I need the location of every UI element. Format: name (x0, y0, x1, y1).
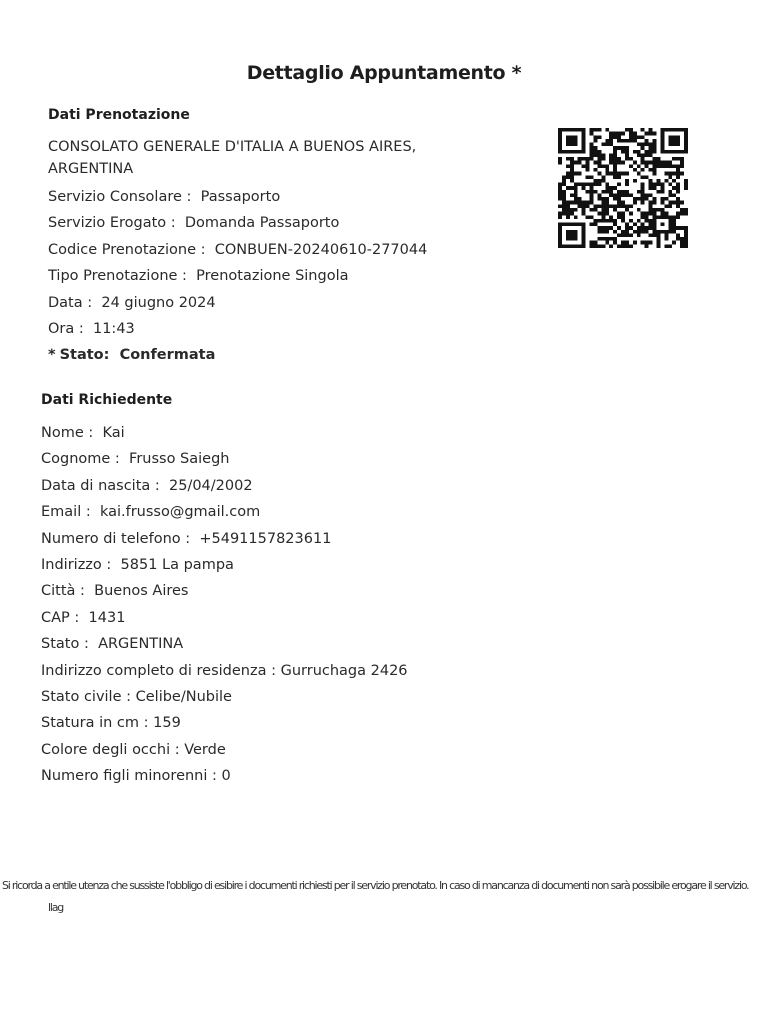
booking-details (48, 136, 468, 369)
booking-row-date (48, 290, 468, 316)
field-label: Stato civile : (41, 689, 136, 705)
footer-notice-line: llag (48, 901, 64, 914)
field-value: Kai (102, 425, 125, 441)
field-label: Tipo Prenotazione : (48, 268, 196, 284)
field-label: CAP : (41, 610, 89, 626)
field-value: 5851 La pampa (120, 557, 234, 574)
booking-row-service (48, 184, 468, 210)
footer-notice-line: Si ricorda a entile utenza che sussiste l'obbligo di esibire i documenti richiesti per il servizio prenotato. In caso di mancanza di documenti non sarà possibile erogare il servizio. (2, 879, 749, 892)
booking-row-time (48, 316, 468, 342)
booking-row-code (48, 237, 468, 263)
field-label: Indirizzo : (41, 557, 121, 573)
field-label: Data : (48, 295, 101, 311)
status-label: Stato: (59, 347, 110, 364)
applicant-row-minor-children (41, 763, 501, 789)
applicant-details (41, 420, 501, 790)
applicant-row-phone (41, 526, 501, 552)
applicant-row-email (41, 499, 501, 525)
field-value: Buenos Aires (94, 583, 189, 600)
applicant-row-height (41, 710, 501, 736)
field-value: Domanda Passaporto (184, 215, 340, 232)
field-value: +5491157823611 (199, 530, 332, 547)
field-label: Colore degli occhi : (41, 742, 184, 758)
status-asterisk: * (48, 347, 56, 364)
field-label: Email : (41, 504, 100, 520)
field-value: Passaporto (200, 189, 281, 205)
field-value: Prenotazione Singola (196, 268, 349, 285)
applicant-row-marital-status (41, 684, 501, 710)
field-label: Città : (41, 583, 94, 599)
field-value: Gurruchaga 2426 (280, 662, 408, 679)
footer-notice (0, 875, 768, 919)
field-label: Numero figli minorenni : (41, 768, 222, 784)
applicant-row-country (41, 631, 501, 657)
status-value: Confermata (119, 347, 216, 364)
booking-status (48, 342, 468, 368)
qr-code (558, 128, 688, 248)
field-value: 0 (221, 768, 231, 785)
applicant-row-postal-code (41, 605, 501, 631)
field-label: Codice Prenotazione : (48, 242, 215, 258)
field-label: Nome : (41, 425, 102, 441)
booking-row-provided-service (48, 210, 468, 236)
field-label: Statura in cm : (41, 715, 153, 731)
field-value: Celibe/Nubile (135, 689, 232, 706)
field-value: 159 (153, 715, 181, 732)
field-value: kai.frusso@gmail.com (99, 504, 261, 521)
field-value: 25/04/2002 (169, 477, 253, 494)
booking-section-heading: Dati Prenotazione (48, 107, 190, 123)
booking-row-type (48, 263, 468, 289)
field-label: Ora : (48, 321, 93, 337)
field-value: Verde (184, 741, 226, 758)
field-label: Data di nascita : (41, 478, 169, 494)
applicant-row-name (41, 420, 501, 446)
field-value: Frusso Saiegh (129, 451, 230, 468)
applicant-row-surname (41, 446, 501, 472)
applicant-row-eye-color (41, 737, 501, 763)
field-label: Numero di telefono : (41, 531, 199, 547)
applicant-row-full-address (41, 658, 501, 684)
field-label: Indirizzo completo di residenza : (41, 663, 281, 679)
field-value: 24 giugno 2024 (101, 294, 216, 311)
applicant-row-city (41, 578, 501, 604)
applicant-row-address (41, 552, 501, 578)
field-label: Servizio Erogato : (48, 215, 185, 231)
field-value: ARGENTINA (98, 636, 184, 653)
field-value: CONBUEN-20240610-277044 (214, 241, 428, 258)
field-label: Servizio Consolare : (48, 189, 201, 205)
page-title: Dettaglio Appuntamento * (246, 62, 522, 84)
field-value: 1431 (88, 609, 126, 626)
consulate-name: CONSOLATO GENERALE D'ITALIA A BUENOS AIRES, ARGENTINA (48, 139, 417, 177)
field-value: 11:43 (92, 321, 135, 338)
applicant-section-heading: Dati Richiedente (41, 392, 173, 408)
applicant-row-birthdate (41, 473, 501, 499)
field-label: Cognome : (41, 451, 129, 467)
field-label: Stato : (41, 636, 98, 652)
